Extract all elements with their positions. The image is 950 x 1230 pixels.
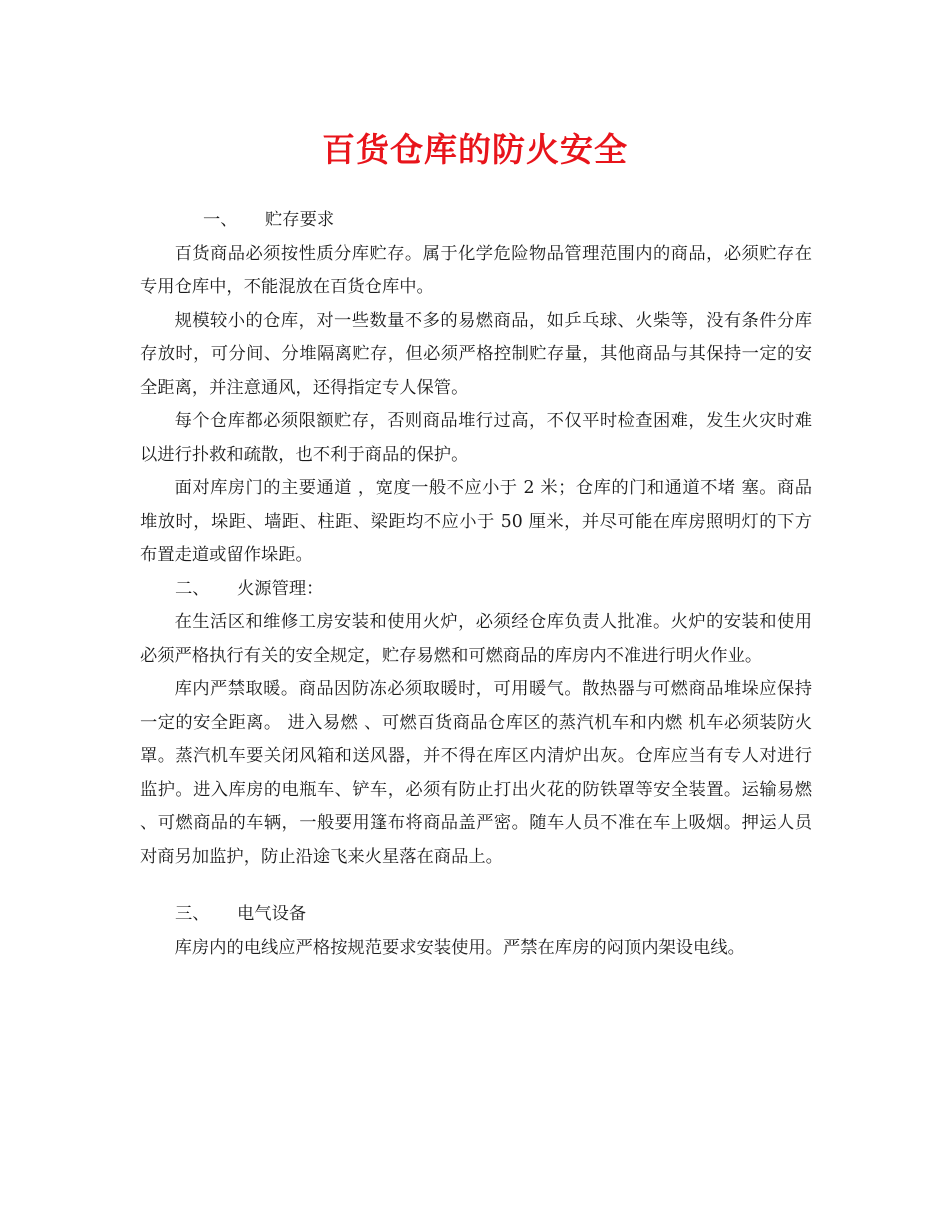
paragraph: 库内严禁取暖。商品因防冻必须取暖时，可用暖气。散热器与可燃商品堆垛应保持一定的安全距离。 进入易燃 、可燃百货商品仓库区的蒸汽机车和内燃 机车必须装防火罩。蒸汽机车要关闭风箱和送风器，并不得在库区内清炉出灰。仓库应当有专人对进行监护。进入库房的电瓶车、铲车，必须有防止打出火花的防铁罩等安全装置。运输易燃 、可燃商品的车辆，一般要用篷布将商品盖严密。随车人员不准在车上吸烟。押运人员对商另加监护，防止沿途飞来火星落在商品上。 xyxy=(140,679,812,867)
paragraph: 库房内的电线应严格按规范要求安装使用。严禁在库房的闷顶内架设电线。 xyxy=(174,937,745,958)
document-body xyxy=(140,204,812,965)
paragraph: 在生活区和维修工房安装和使用火炉，必须经仓库负责人批准。火炉的安装和使用必须严格执行有关的安全规定，贮存易燃和可燃商品的库房内不准进行明火作业。 xyxy=(140,612,812,666)
section-number: 二、 xyxy=(175,578,210,599)
section-heading xyxy=(140,573,812,607)
paragraph: 百货商品必须按性质分库贮存。属于化学危险物品管理范围内的商品，必须贮存在专用仓库中，不能混放在百货仓库中。 xyxy=(140,243,812,297)
paragraph: 规模较小的仓库，对一些数量不多的易燃商品，如乒乓球、火柴等，没有条件分库存放时，可分间、分堆隔离贮存，但必须严格控制贮存量，其他商品与其保持一定的安全距离，并注意通风，还得指定专人保管。 xyxy=(140,310,812,398)
section-number: 一、 xyxy=(203,210,238,230)
section-fire-source xyxy=(140,573,812,875)
section-heading-text: 贮存要求 xyxy=(265,210,335,230)
document-title: 百货仓库的防火安全 xyxy=(322,130,628,169)
section-heading xyxy=(140,898,812,932)
paragraph: 每个仓库都必须限额贮存，否则商品堆行过高，不仅平时检查困难，发生火灾时难以进行扑救和疏散，也不利于商品的保护。 xyxy=(140,411,812,465)
section-heading-text: 电气设备 xyxy=(237,904,307,924)
paragraph: 面对库房门的主要通道 ，宽度一般不应小于 2 米；仓库的门和通道不堵 塞。商品堆放时，垛距、墙距、柱距、梁距均不应小于 50 厘米，并尽可能在库房照明灯的下方布置走道或留作垛距。 xyxy=(140,478,812,565)
section-heading-text: 火源管理： xyxy=(237,578,324,599)
section-heading xyxy=(140,204,812,238)
section-number: 三、 xyxy=(175,904,210,924)
section-storage xyxy=(140,204,812,573)
section-electrical xyxy=(140,898,812,965)
